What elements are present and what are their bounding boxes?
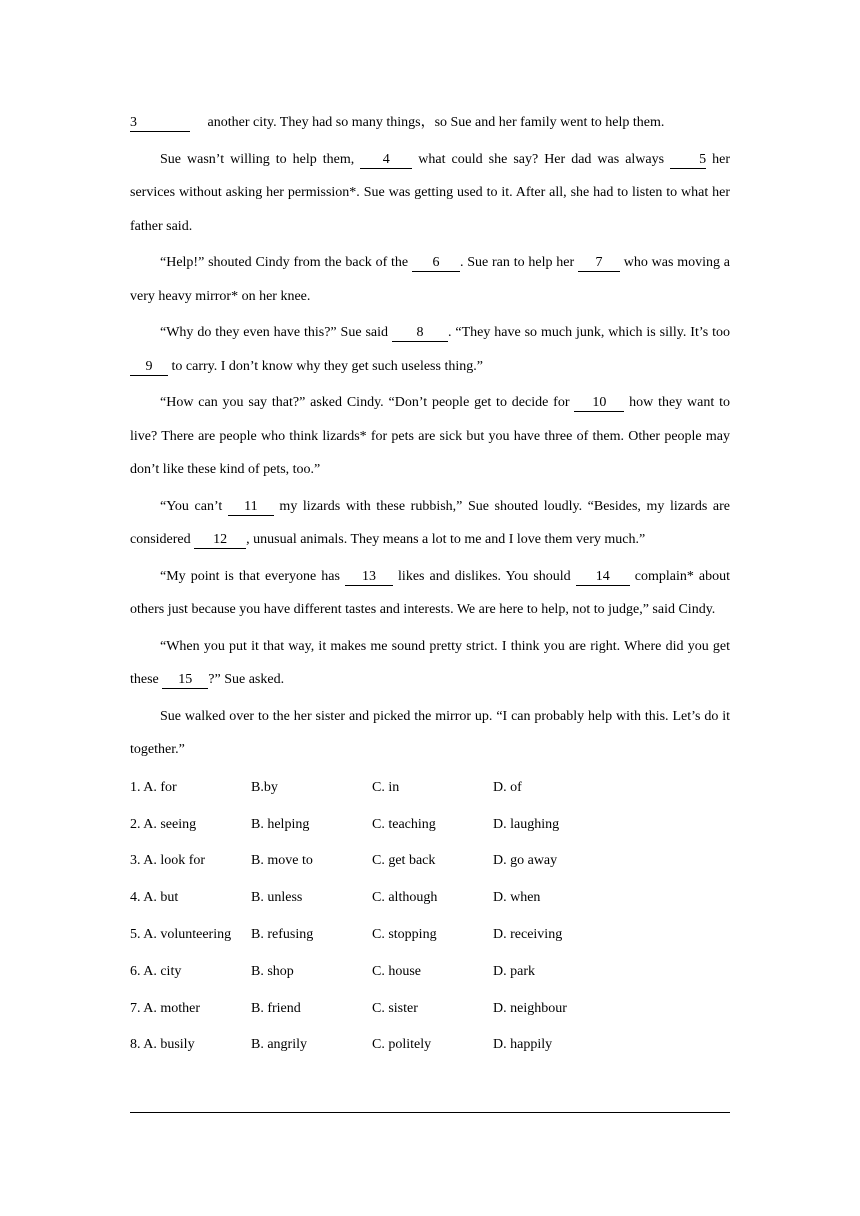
blank-14: 14 <box>576 568 630 586</box>
answer-options <box>130 770 730 1064</box>
option-b: B.by <box>251 779 278 795</box>
passage-text: . Sue ran to help her <box>459 255 578 270</box>
paragraph-6 <box>130 560 730 627</box>
blank-10: 10 <box>574 394 624 412</box>
option-b: B. unless <box>251 890 303 906</box>
paragraph-2 <box>130 246 730 313</box>
passage-text: “How can you say that?” asked Cindy. “Don’t people get to decide for <box>160 395 575 410</box>
option-row <box>130 770 730 807</box>
passage-text: Sue walked over to the her sister and picked the mirror up. “I can probably help with this. Let’s do it together.” <box>130 708 730 757</box>
paragraph-3 <box>130 316 730 383</box>
passage-text: Sue wasn’t willing to help them, <box>160 151 361 167</box>
blank-12: 12 <box>194 531 246 549</box>
option-d: D. when <box>493 890 541 906</box>
option-row <box>130 990 730 1027</box>
option-row <box>130 880 730 917</box>
passage-text: her services without asking her permission*. Sue was getting used to it. After all, she had to listen to what her father said. <box>130 151 730 234</box>
paragraph-8 <box>130 700 730 767</box>
passage-text: likes and dislikes. You should <box>393 568 576 584</box>
option-d: D. neighbour <box>493 1000 567 1016</box>
option-c: C. in <box>372 779 400 795</box>
passage-text: to carry. I don’t know why they get such useless thing.” <box>168 358 483 374</box>
passage-text: how they want to live? There are people who think lizards* for pets are sick but you have three of them. Other people may don’t like these kind of pets, too.” <box>130 395 730 477</box>
passage-text: complain* about others just because you have different tastes and interests. We are here to help, not to judge,” said Cindy. <box>130 568 731 617</box>
passage-text: “Why do they even have this?” Sue said <box>160 325 392 340</box>
option-a: 5. A. volunteering <box>130 927 232 943</box>
option-c: C. stopping <box>372 927 437 943</box>
paragraph-7 <box>130 630 730 697</box>
option-row <box>130 953 730 990</box>
option-a: 6. A. city <box>130 963 182 979</box>
footer-divider <box>130 1112 730 1113</box>
option-a: 3. A. look for <box>130 853 206 869</box>
option-b: B. helping <box>251 816 310 832</box>
option-a: 1. A. for <box>130 779 177 795</box>
blank-11: 11 <box>228 498 274 516</box>
passage-line-0 <box>130 106 730 140</box>
passage-text: “My point is that everyone has <box>160 568 345 584</box>
option-b: B. friend <box>251 1000 301 1016</box>
passage-text: ?” Sue asked. <box>208 672 285 687</box>
option-d: D. park <box>493 963 535 979</box>
option-c: C. house <box>372 963 421 979</box>
passage-text: what could she say? Her dad was always <box>412 151 671 167</box>
document-body <box>130 106 730 1064</box>
option-b: B. move to <box>251 853 313 869</box>
passage-text: another city. They had so many things，so Sue and her family went to help them. <box>207 115 665 130</box>
option-b: B. angrily <box>251 1037 307 1053</box>
option-c: C. sister <box>372 1000 418 1016</box>
option-a: 4. A. but <box>130 890 179 906</box>
option-c: C. get back <box>372 853 436 869</box>
option-d: D. of <box>493 779 522 795</box>
blank-3: 3 <box>130 114 190 132</box>
passage-text: who was moving a very heavy mirror* on her knee. <box>130 255 730 304</box>
option-row <box>130 843 730 880</box>
option-b: B. refusing <box>251 927 314 943</box>
option-c: C. although <box>372 890 438 906</box>
blank-15: 15 <box>162 671 208 689</box>
passage-text: “Help!” shouted Cindy from the back of the <box>160 255 412 270</box>
option-b: B. shop <box>251 963 294 979</box>
passage-text: my lizards with these rubbish,” Sue shouted loudly. “Besides, my lizards are considered <box>130 498 731 547</box>
passage-text: “When you put it that way, it makes me sound pretty strict. I think you are right. Where did you get these <box>130 638 730 687</box>
option-c: C. teaching <box>372 816 436 832</box>
option-row <box>130 917 730 954</box>
paragraph-4 <box>130 386 730 487</box>
option-a: 8. A. busily <box>130 1037 195 1053</box>
blank-8: 8 <box>392 324 448 342</box>
option-d: D. laughing <box>493 816 560 832</box>
passage-text: . “They have so much junk, which is silly. It’s too <box>447 325 731 340</box>
blank-7: 7 <box>578 254 620 272</box>
option-a: 7. A. mother <box>130 1000 200 1016</box>
option-d: D. happily <box>493 1037 553 1053</box>
option-row <box>130 1027 730 1064</box>
blank-6: 6 <box>412 254 460 272</box>
option-d: D. receiving <box>493 927 563 943</box>
option-a: 2. A. seeing <box>130 816 197 832</box>
blank-13: 13 <box>345 568 393 586</box>
blank-4: 4 <box>360 151 412 169</box>
blank-5: 5 <box>670 151 706 169</box>
option-d: D. go away <box>493 853 558 869</box>
passage-text: “You can’t <box>160 498 228 514</box>
option-row <box>130 806 730 843</box>
option-c: C. politely <box>372 1037 432 1053</box>
blank-9: 9 <box>130 358 168 376</box>
paragraph-1 <box>130 143 730 244</box>
paragraph-5 <box>130 490 730 557</box>
passage-text: , unusual animals. They means a lot to me and I love them very much.” <box>246 532 646 547</box>
